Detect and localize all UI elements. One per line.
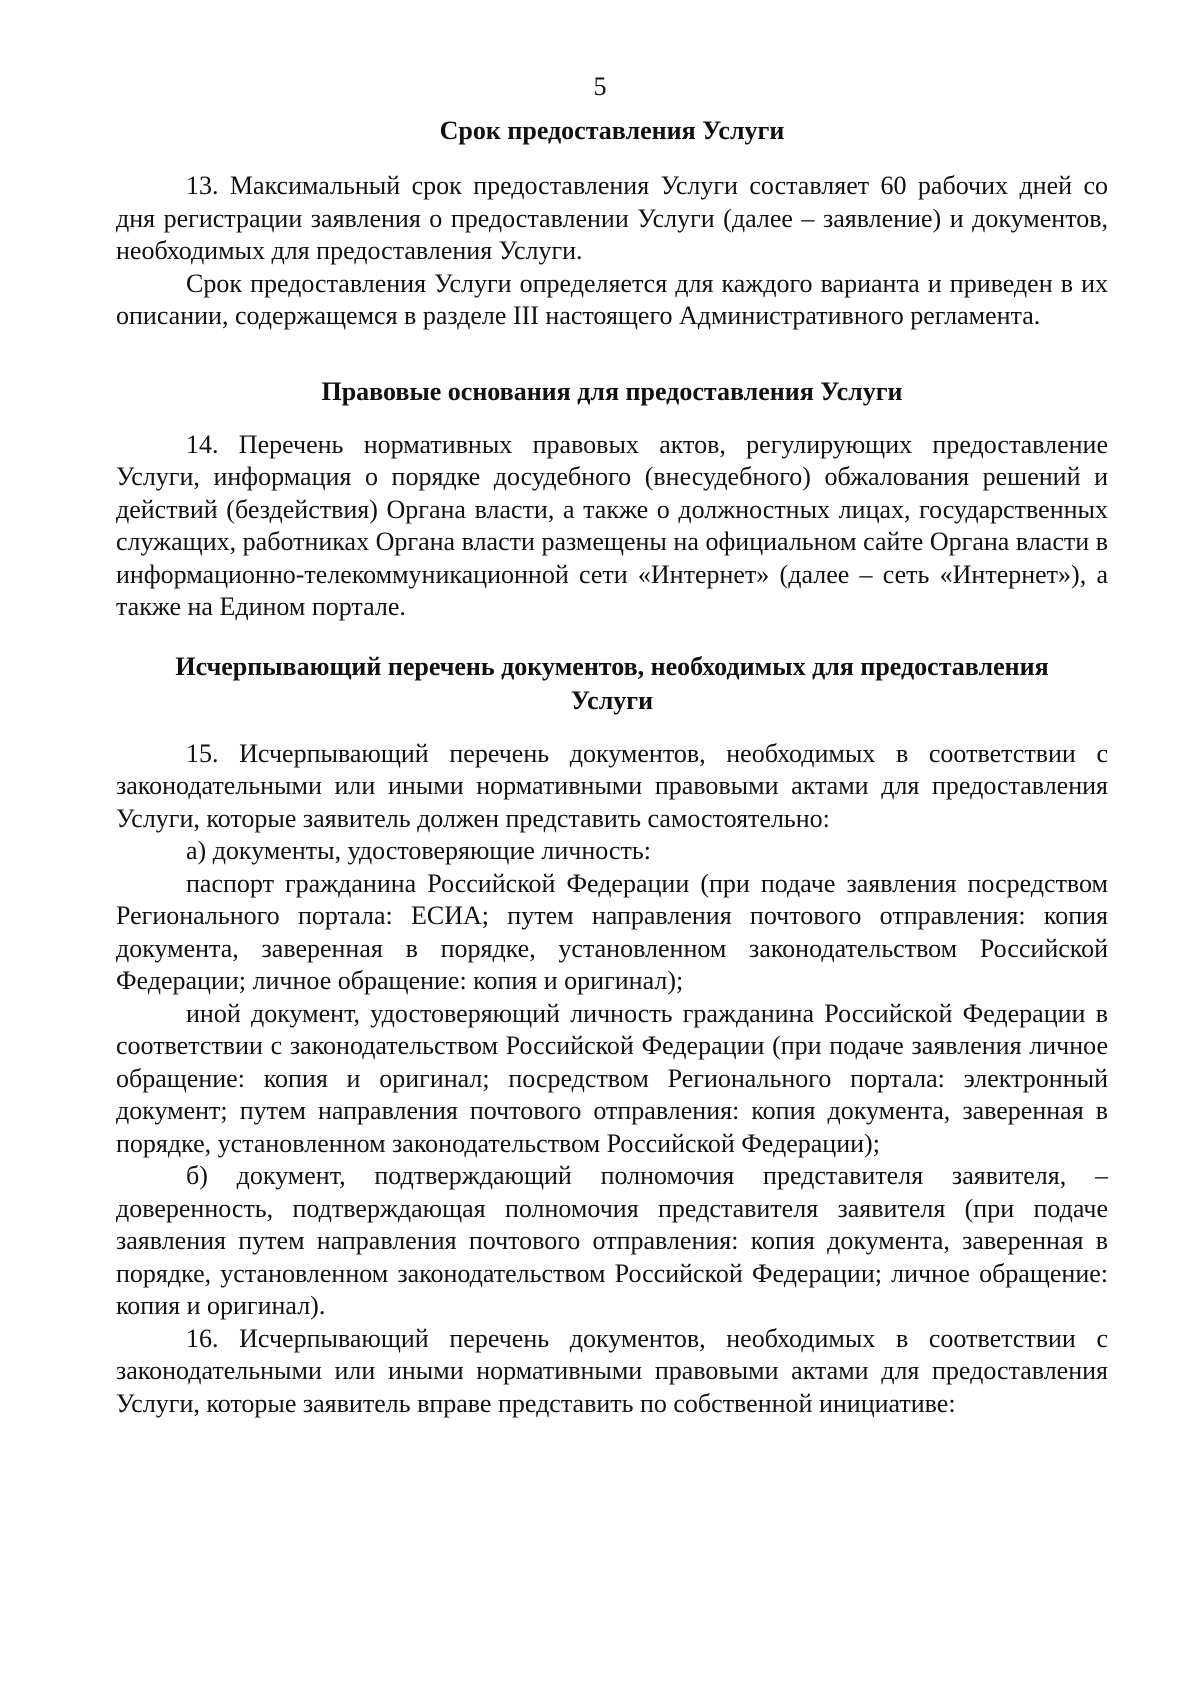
document-body — [116, 114, 1108, 1420]
paragraph-15: 15. Исчерпывающий перечень документов, необходимых в соответствии с законодательными или иными нормативными правовыми актами для предоставления Услуги, которые заявитель должен представить самостоятельно: — [116, 738, 1108, 833]
paragraph-passport: паспорт гражданина Российской Федерации (при подаче заявления посредством Регионального портала: ЕСИА; путем направления почтового отправления: копия документа, заверенная в порядке, установленном законодательством Российской Федерации; личное обращение: копия и оригинал); — [116, 868, 1108, 995]
paragraph-term-variant: Срок предоставления Услуги определяется для каждого варианта и приведен в их описании, содержащемся в разделе III настоящего Административного регламента. — [116, 268, 1108, 330]
paragraph-15-b: б) документ, подтверждающий полномочия представителя заявителя, – доверенность, подтверждающая полномочия представителя заявителя (при подаче заявления путем направления почтового отправления: копия документа, заверенная в порядке, установленном законодательством Российской Федерации; личное обращение: копия и оригинал). — [116, 1161, 1108, 1320]
paragraph-13: 13. Максимальный срок предоставления Услуги составляет 60 рабочих дней со дня регистрации заявления о предоставлении Услуги (далее – заявление) и документов, необходимых для предоставления Услуги. — [116, 171, 1108, 265]
paragraph-other-id: иной документ, удостоверяющий личность гражданина Российской Федерации в соответствии с законодательством Российской Федерации (при подаче заявления личное обращение: копия и оригинал; посредством Регионального портала: электронный документ; путем направления почтового отправления: копия документа, заверенная в порядке, установленном законодательством Российской Федерации); — [116, 998, 1108, 1158]
paragraph-16: 16. Исчерпывающий перечень документов, необходимых в соответствии с законодательными или иными нормативными правовыми актами для предоставления Услуги, которые заявитель вправе представить по собственной инициативе: — [116, 1323, 1108, 1418]
section-heading-documents: Исчерпывающий перечень документов, необходимых для предоставления Услуги — [175, 651, 1049, 715]
paragraph-14: 14. Перечень нормативных правовых актов, регулирующих предоставление Услуги, информация о порядке досудебного (внесудебного) обжалования решений и действий (бездействия) Органа власти, а также о должностных лицах, государственных служащих, работниках Органа власти размещены на официальном сайте Органа власти в информационно-телекоммуникационной сети «Интернет» (далее – сеть «Интернет»), а также на Едином портале. — [116, 429, 1108, 621]
section-heading-term: Срок предоставления Услуги — [439, 116, 785, 145]
page-number: 5 — [593, 72, 607, 101]
section-heading-legal-basis: Правовые основания для предоставления Услуги — [321, 376, 903, 406]
paragraph-15-a: а) документы, удостоверяющие личность: — [186, 836, 651, 865]
